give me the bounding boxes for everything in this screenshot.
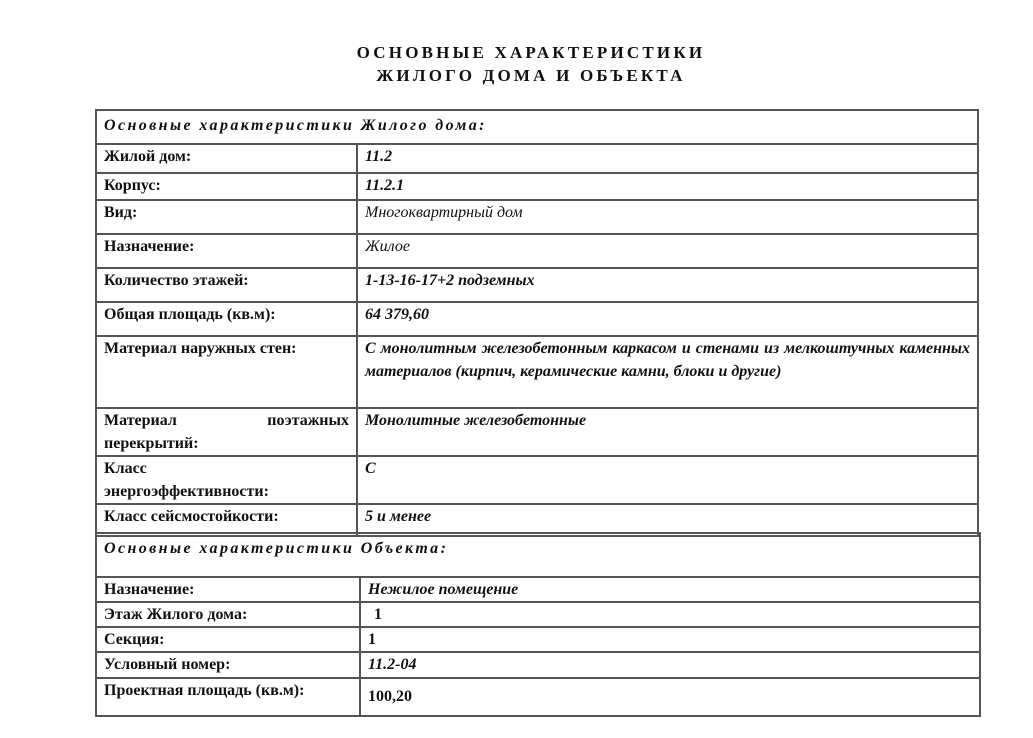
row-label: Корпус:	[96, 173, 357, 200]
table-row	[96, 144, 978, 173]
document-title	[0, 41, 1033, 87]
table-row	[96, 408, 978, 456]
table-row	[96, 336, 978, 408]
row-label: Назначение:	[96, 234, 357, 268]
table-row	[96, 302, 978, 336]
object-characteristics-table	[95, 532, 981, 717]
row-label: Проектная площадь (кв.м):	[96, 678, 360, 716]
row-label: Класс энергоэффективности:	[96, 456, 357, 504]
row-label: Этаж Жилого дома:	[96, 602, 360, 627]
table-row	[96, 173, 978, 200]
table-row	[96, 577, 980, 602]
row-label: Класс сейсмостойкости:	[96, 504, 357, 536]
row-value: 1	[360, 602, 980, 627]
row-value: Монолитные железобетонные	[357, 408, 978, 456]
row-label: Условный номер:	[96, 652, 360, 678]
row-label: Вид:	[96, 200, 357, 234]
row-value: 100,20	[360, 678, 980, 716]
table-row	[96, 678, 980, 716]
row-value: 11.2-04	[360, 652, 980, 678]
row-value: С монолитным железобетонным каркасом и стенами из мелкоштучных каменных материалов (кирпич, керамические камни, блоки и другие)	[357, 336, 978, 408]
row-label: Секция:	[96, 627, 360, 652]
row-label: Назначение:	[96, 577, 360, 602]
house-section-title: Основные характеристики Жилого дома:	[96, 110, 978, 144]
row-label: Материал наружных стен:	[96, 336, 357, 408]
row-value: 1	[360, 627, 980, 652]
row-value: 11.2.1	[357, 173, 978, 200]
row-label: Жилой дом:	[96, 144, 357, 173]
document-title-line-2: ЖИЛОГО ДОМА И ОБЪЕКТА	[376, 66, 686, 85]
document-title-line-1: ОСНОВНЫЕ ХАРАКТЕРИСТИКИ	[356, 43, 706, 62]
row-label: Общая площадь (кв.м):	[96, 302, 357, 336]
table-row	[96, 456, 978, 504]
table-row	[96, 234, 978, 268]
table-row	[96, 268, 978, 302]
row-value: Многоквартирный дом	[357, 200, 978, 234]
row-value: 5 и менее	[357, 504, 978, 536]
row-value: С	[357, 456, 978, 504]
section-header-row	[96, 533, 980, 577]
table-row	[96, 627, 980, 652]
row-value: 64 379,60	[357, 302, 978, 336]
row-value: 1-13-16-17+2 подземных	[357, 268, 978, 302]
row-label: Количество этажей:	[96, 268, 357, 302]
section-header-row	[96, 110, 978, 144]
row-value: 11.2	[357, 144, 978, 173]
row-label: Материал поэтажных перекрытий:	[96, 408, 357, 456]
table-row	[96, 652, 980, 678]
object-section-title: Основные характеристики Объекта:	[96, 533, 980, 577]
table-row	[96, 602, 980, 627]
row-value: Нежилое помещение	[360, 577, 980, 602]
house-characteristics-table	[95, 109, 979, 537]
table-row	[96, 200, 978, 234]
row-value: Жилое	[357, 234, 978, 268]
